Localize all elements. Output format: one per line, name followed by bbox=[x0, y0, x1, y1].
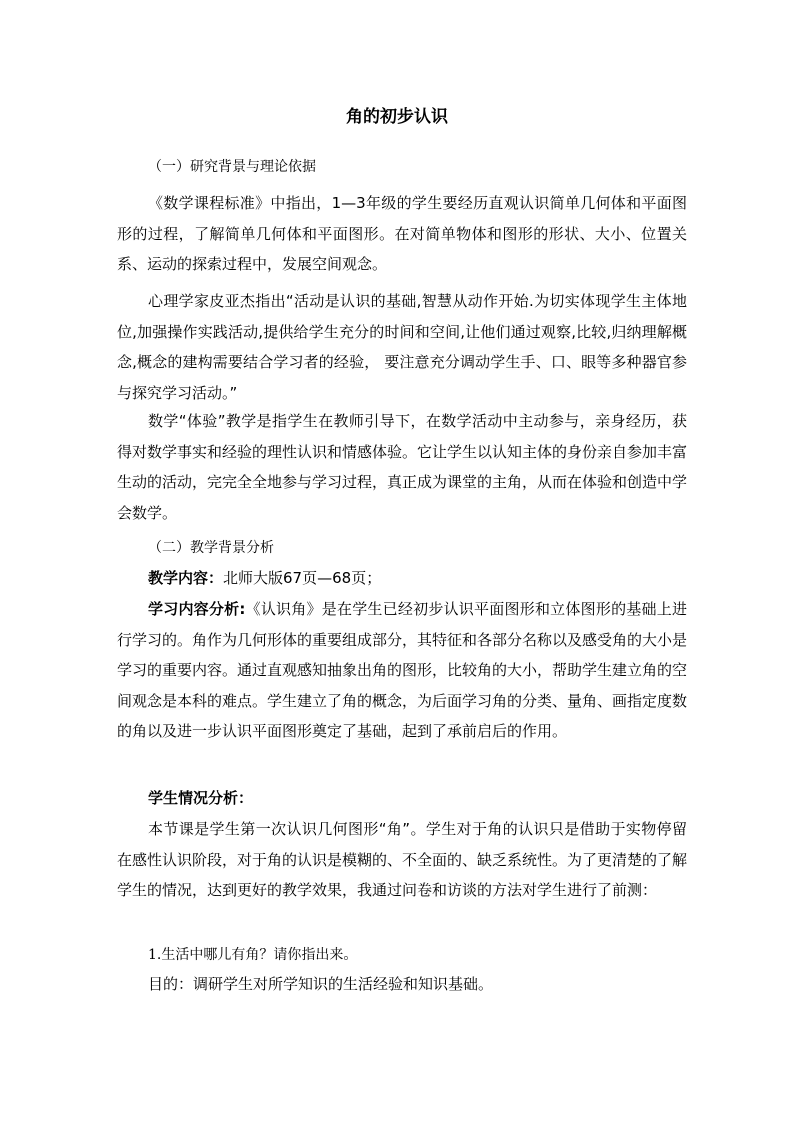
student-analysis-heading bbox=[148, 786, 253, 810]
paragraph-piaget: 心理学家皮亚杰指出“活动是认识的基础,智慧从动作开始.为切实体现学生主体地位,加强操作实践活动,提供给学生充分的时间和空间,让他们通过观察,比较,归纳理解概念,概念的建构需要结合学习者的经验， 要注意充分调动学生手、口、眼等多种器官参与探究学习活动。” bbox=[117, 292, 687, 402]
section-heading-research-background: （一）研究背景与理论依据 bbox=[148, 159, 316, 175]
question-1: 1.生活中哪儿有角？请你指出来。 bbox=[148, 947, 358, 963]
section-heading-teaching-background: （二）教学背景分析 bbox=[148, 540, 274, 556]
learning-content-analysis-label: 学习内容分析: bbox=[148, 600, 246, 618]
purpose-1: 目的：调研学生对所学知识的生活经验和知识基础。 bbox=[148, 975, 494, 993]
paragraph-student-analysis: 本节课是学生第一次认识几何图形“角”。学生对于角的认识只是借助于实物停留在感性认识阶段，对于角的认识是模糊的、不全面的、缺乏系统性。为了更清楚的了解学生的情况，达到更好的教学效果，我通过问卷和访谈的方法对学生进行了前测： bbox=[117, 820, 688, 899]
learning-content-analysis-text: 《认识角》是在学生已经初步认识平面图形和立体图形的基础上进行学习的。角作为几何形体的重要组成部分，其特征和各部分名称以及感受角的大小是学习的重要内容。通过直观感知抽象出角的图形，比较角的大小，帮助学生建立角的空间观念是本科的难点。学生建立了角的概念，为后面学习角的分类、量角、画指定度数的角以及进一步认识平面图形奠定了基础，起到了承前启后的作用。 bbox=[117, 600, 688, 740]
teaching-content-value: 北师大版67页—68页； bbox=[223, 569, 382, 587]
paragraph-curriculum-standard: 《数学课程标准》中指出，1—3年级的学生要经历直观认识简单几何体和平面图形的过程，了解简单几何体和平面图形。在对简单物体和图形的形状、大小、位置关系、运动的探索过程中，发展空间观念。 bbox=[117, 194, 687, 273]
paragraph-learning-content-analysis bbox=[117, 594, 687, 747]
paragraph-experience-teaching: 数学“体验”教学是指学生在教师引导下，在数学活动中主动参与，亲身经历，获得对数学事实和经验的理性认识和情感体验。它让学生以认知主体的身份亲自参加丰富生动的活动，完完全全地参与学习过程，真正成为课堂的主角，从而在体验和创造中学会数学。 bbox=[117, 412, 688, 522]
teaching-content-line bbox=[148, 566, 381, 590]
document-title: 角的初步认识 bbox=[346, 107, 448, 127]
teaching-content-label: 教学内容： bbox=[148, 569, 224, 587]
student-analysis-label: 学生情况分析： bbox=[148, 789, 254, 807]
